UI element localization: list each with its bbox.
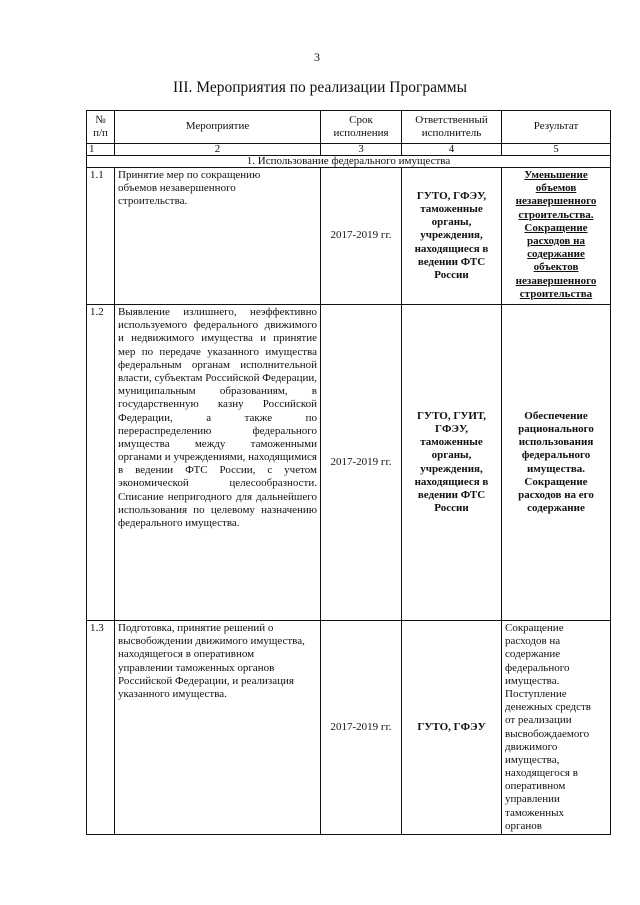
row-result: Уменьшение объемов незавершенного строительства. Сокращение расходов на содержание объектов незавершенного строительства [502,168,611,305]
header-cell-term: Срок исполнения [321,111,402,144]
column-number: 2 [115,144,321,156]
section-heading: 1. Использование федерального имущества [87,156,611,168]
row-measure: Принятие мер по сокращению объемов незавершенного строительства. [115,168,321,305]
column-number: 4 [402,144,502,156]
row-result: Сокращение расходов на содержание федерального имущества. Поступление денежных средств от реализации высвобождаемого движимого имущества, находящегося в оперативном управлении таможенных органов [502,621,611,835]
row-responsible: ГУТО, ГФЭУ [402,621,502,835]
row-responsible: ГУТО, ГУИТ, ГФЭУ, таможенные органы, учреждения, находящиеся в ведении ФТС России [402,305,502,621]
header-cell-measure: Мероприятие [115,111,321,144]
row-term: 2017-2019 гг. [321,168,402,305]
section-title: III. Мероприятия по реализации Программы [173,79,467,96]
column-number: 1 [87,144,115,156]
row-term: 2017-2019 гг. [321,621,402,835]
row-number: 1.1 [87,168,115,305]
row-number: 1.2 [87,305,115,621]
table-header-row [87,111,611,144]
column-number: 5 [502,144,611,156]
row-responsible: ГУТО, ГФЭУ, таможенные органы, учреждения, находящиеся в ведении ФТС России [402,168,502,305]
row-result: Обеспечение рационального использования федерального имущества. Сокращение расходов на его содержание [502,305,611,621]
table-row [87,305,611,621]
header-cell-result: Результат [502,111,611,144]
section-row [87,156,611,168]
row-measure: Выявление излишнего, неэффективно используемого федерального движимого и недвижимого имущества и принятие мер по передаче указанного имущества федеральным органам исполнительной власти, субъектам Российской Федерации, муниципальным образованиям, в государственную казну Российской Федерации, а также по перераспределению федерального имущества между таможенными органами и учреждениями, находящимися в ведении ФТС России, с учетом экономической целесообразности. Списание непригодного для дальнейшего использования по целевому назначению федерального имущества. [115,305,321,621]
column-number-row [87,144,611,156]
table-row [87,621,611,835]
row-number: 1.3 [87,621,115,835]
row-term: 2017-2019 гг. [321,305,402,621]
header-cell-responsible: Ответственный исполнитель [402,111,502,144]
table-row [87,168,611,305]
column-number: 3 [321,144,402,156]
measures-table [86,110,611,835]
header-cell-num: № п/п [87,111,115,144]
row-measure: Подготовка, принятие решений о высвобождении движимого имущества, находящегося в оперативном управлении таможенных органов Российской Федерации, и реализация указанного имущества. [115,621,321,835]
page-number: 3 [314,50,320,64]
